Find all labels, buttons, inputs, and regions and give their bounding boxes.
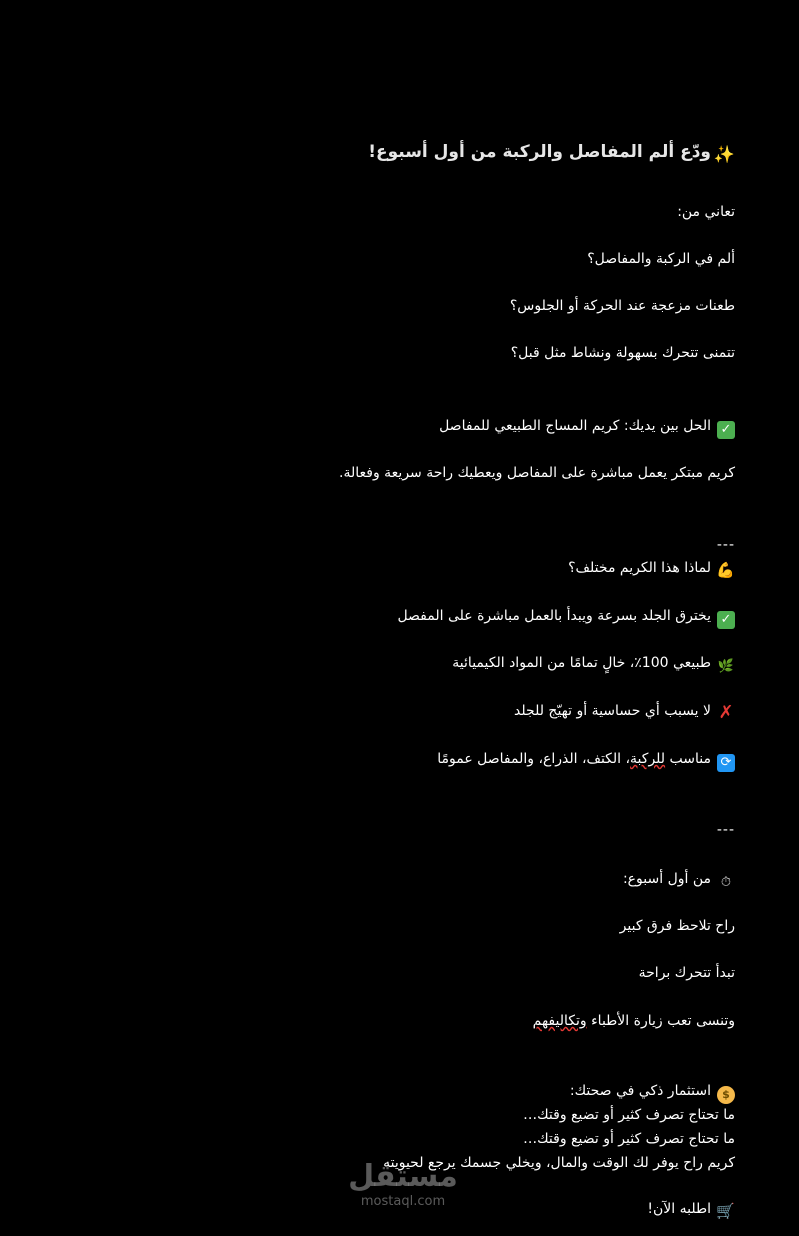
check-mark-icon: ✓ (717, 421, 735, 439)
sparkles-icon: ✨ (713, 145, 735, 165)
stopwatch-icon: ⏱ (720, 875, 732, 890)
separator-1: --- (716, 537, 735, 553)
flexed-biceps-icon: 💪 (716, 561, 735, 579)
invest-heading-text: استثمار ذكي في صحتك: (569, 1083, 711, 1099)
feature-2 (452, 653, 735, 676)
intro-question-2: طعنات مزعجة عند الحركة أو الجلوس؟ (509, 298, 735, 314)
solution-description: كريم مبتكر يعمل مباشرة على المفاصل ويعطيك راحة سريعة وفعالة. (339, 465, 735, 481)
week-heading (623, 869, 735, 892)
feature-2-text: طبيعي 100٪، خالٍ تمامًا من المواد الكيميائية (452, 655, 711, 671)
feature-4-text-a: مناسب (665, 751, 711, 767)
solution-headline-text: الحل بين يديك: كريم المساج الطبيعي للمفاصل (439, 418, 711, 434)
week-line-2: تبدأ تتحرك براحة (638, 965, 735, 981)
watermark-arabic: مستقل (348, 1159, 458, 1194)
document-title (368, 142, 735, 164)
invest-line-3: كريم راح يوفر لك الوقت والمال، ويخلي جسمك يرجع لحيويته (383, 1155, 735, 1171)
call-to-action (647, 1199, 735, 1220)
separator-2: --- (716, 822, 735, 838)
feature-3-text: لا يسبب أي حساسية أو تهيّج للجلد (514, 703, 711, 719)
cross-mark-icon: ✗ (718, 702, 734, 723)
why-heading-text: لماذا هذا الكريم مختلف؟ (568, 560, 711, 576)
title-text: ودّع ألم المفاصل والركبة من أول أسبوع! (368, 142, 711, 162)
intro-question-1: ألم في الركبة والمفاصل؟ (587, 251, 735, 267)
invest-line-2: ما تحتاج تصرف كثير أو تضيع وقتك… (523, 1131, 735, 1147)
herb-icon: 🌿 (717, 659, 735, 674)
week-line-3-text: وتنسى تعب زيارة الأطباء (586, 1013, 735, 1029)
call-to-action-text: اطلبه الآن! (647, 1201, 711, 1217)
week-heading-text: من أول أسبوع: (622, 871, 711, 887)
invest-heading (570, 1081, 735, 1104)
repeat-arrows-icon: ⟳ (717, 754, 735, 772)
feature-1 (397, 606, 735, 629)
intro-question-3: تتمنى تتحرك بسهولة ونشاط مثل قبل؟ (510, 345, 735, 361)
feature-4-spellcheck-word: للركبة (630, 751, 666, 767)
check-mark-icon: ✓ (717, 611, 735, 629)
week-line-3 (533, 1011, 735, 1031)
solution-headline (439, 416, 735, 439)
feature-4-text-b: ، الكتف، الذراع، والمفاصل عمومًا (437, 751, 631, 767)
feature-1-text: يخترق الجلد بسرعة ويبدأ بالعمل مباشرة على المفصل (397, 608, 711, 624)
watermark-latin: mostaql.com (360, 1194, 446, 1209)
week-line-1: راح تلاحظ فرق كبير (619, 918, 735, 934)
mostaql-watermark (348, 1160, 458, 1210)
feature-3 (514, 701, 735, 722)
invest-line-1: ما تحتاج تصرف كثير أو تضيع وقتك… (523, 1107, 735, 1123)
why-heading (568, 558, 735, 579)
feature-4 (437, 749, 735, 772)
shopping-cart-icon: 🛒 (716, 1202, 735, 1220)
money-bag-icon: $ (717, 1086, 735, 1104)
week-line-3-spellcheck-word: وتكاليفهم (532, 1013, 587, 1029)
intro-heading: تعاني من: (677, 204, 735, 220)
